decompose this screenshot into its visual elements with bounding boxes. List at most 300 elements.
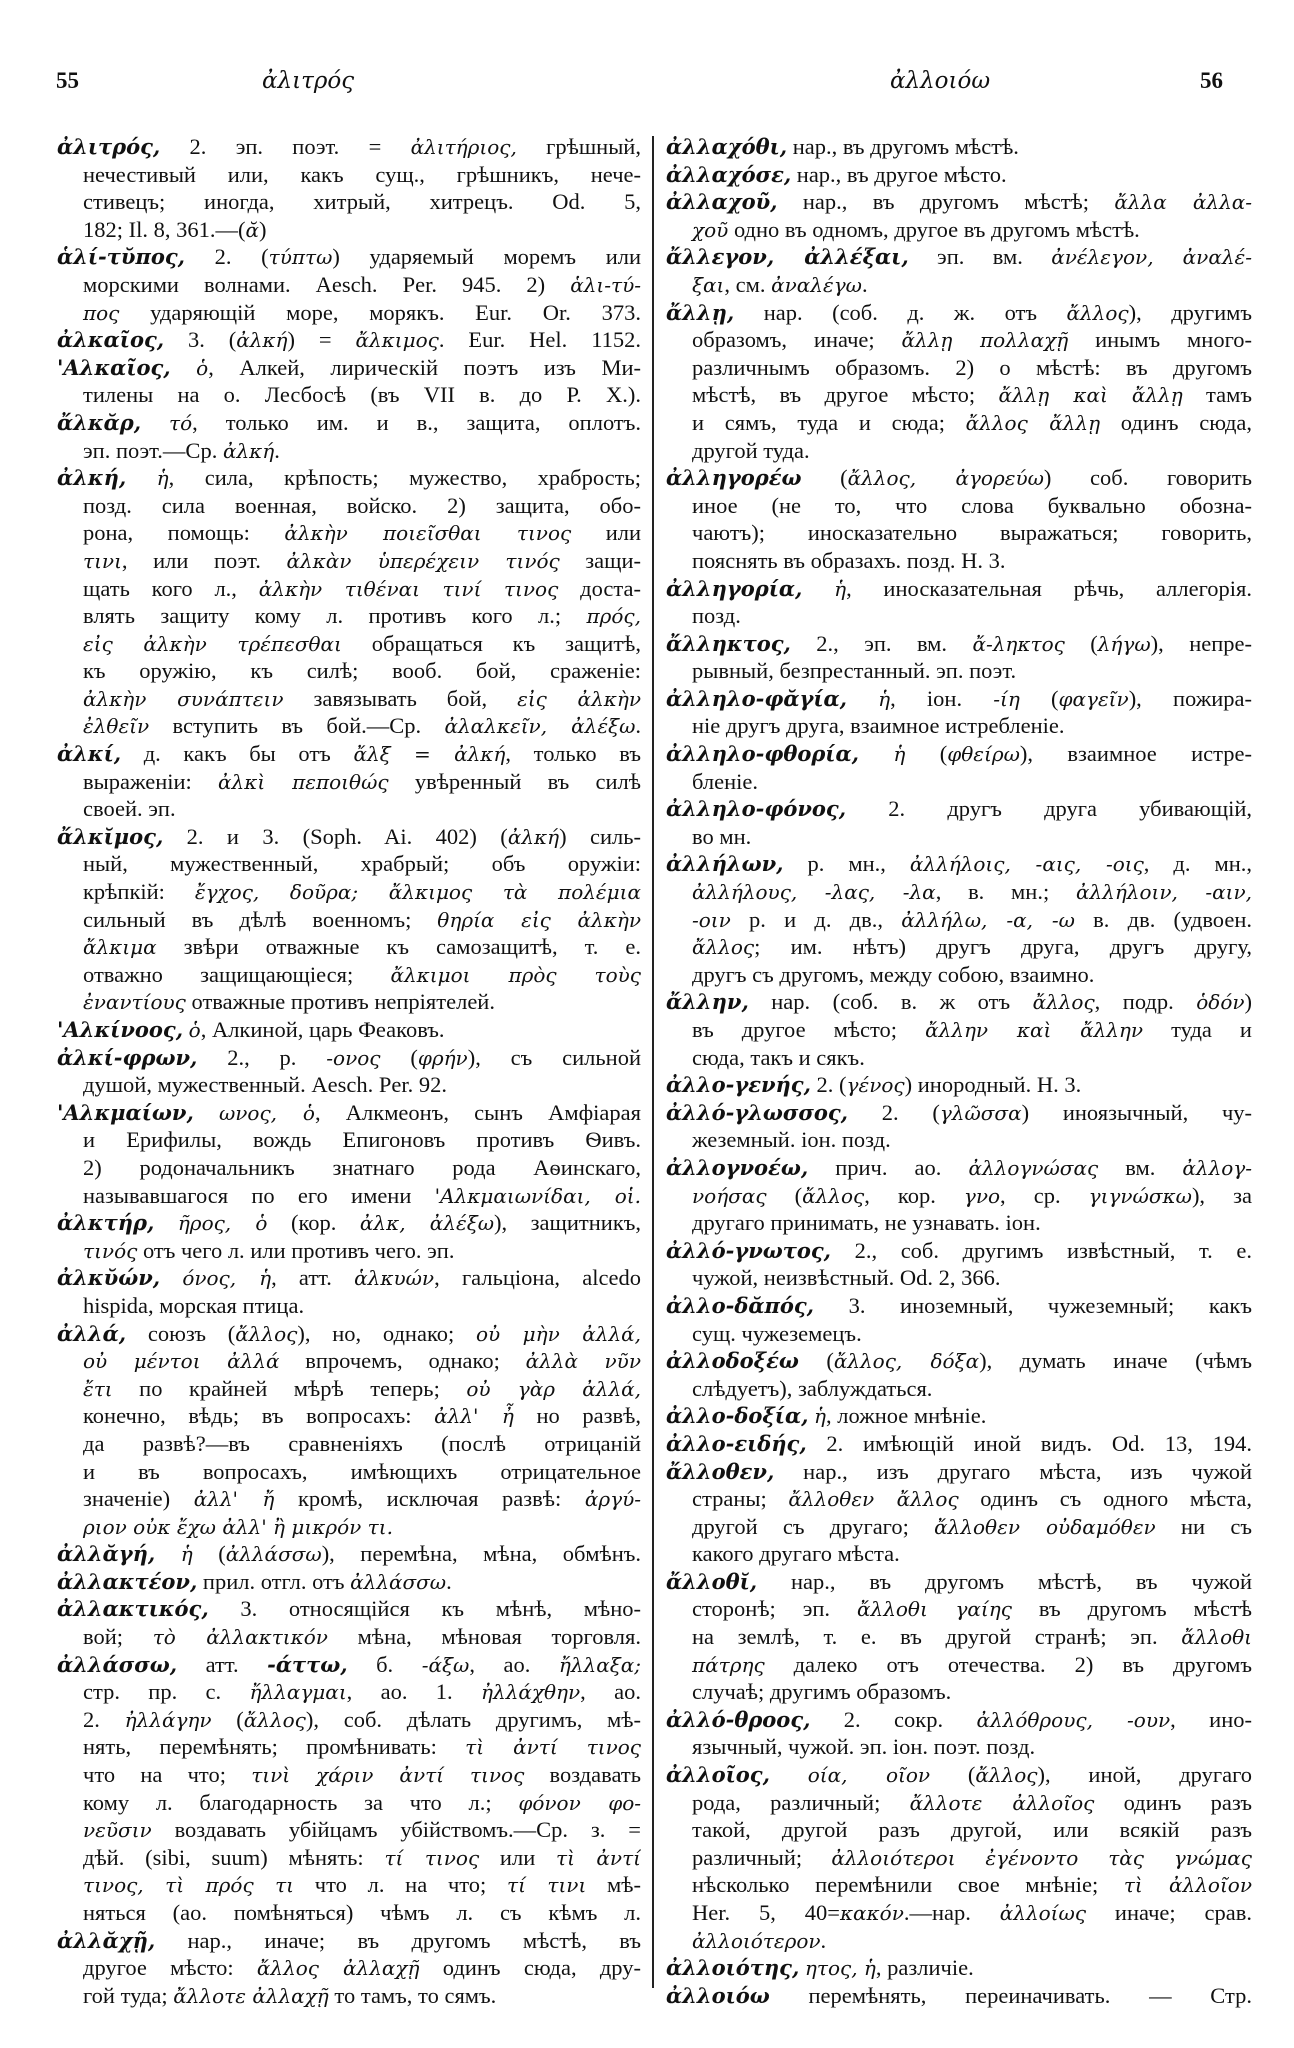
- definition-text: 2.: [83, 1706, 125, 1732]
- greek-text: οὐ μὴν ἀλλά,: [475, 1321, 641, 1346]
- definition-text: (: [930, 1762, 976, 1788]
- greek-text: ἄλλα ἀλλα-: [1114, 190, 1252, 215]
- definition-text: отъ чего л. или противъ чего. эп.: [137, 1237, 455, 1263]
- entry-continuation-line: [57, 1347, 641, 1375]
- definition-text: ), перемѣна, мѣна, обмѣнъ.: [321, 1541, 641, 1567]
- entry-line: [666, 1237, 1252, 1265]
- definition-text: позд.: [692, 603, 741, 629]
- entry-line: [666, 299, 1252, 327]
- entry-continuation-line: [666, 216, 1252, 244]
- definition-text: .: [446, 1568, 452, 1594]
- greek-text: ὁδόν: [1196, 990, 1245, 1015]
- definition-text: , Алкмеонъ, сынъ Амфіарая: [314, 1099, 641, 1125]
- definition-text: ), непре-: [1150, 630, 1252, 656]
- entry-continuation-line: [666, 1789, 1252, 1817]
- definition-text: другое мѣсто:: [83, 1955, 257, 1981]
- greek-text: ἄλλοθεν ἄλλος: [788, 1487, 959, 1512]
- definition-text: (: [1064, 630, 1098, 656]
- definition-text: иное (не то, что слова буквально обозна-: [692, 492, 1252, 518]
- entry-continuation-line: [666, 1513, 1252, 1541]
- entry-continuation-line: [57, 1982, 641, 2010]
- headword: ἀλλήλων,: [666, 851, 784, 877]
- greek-text: ωνος, ὁ: [218, 1100, 315, 1125]
- entry-continuation-line: [57, 547, 641, 575]
- greek-text: ῆρος, ὁ: [177, 1211, 268, 1236]
- entry-line: [666, 1292, 1252, 1320]
- definition-text: ), съ сильной: [467, 1044, 641, 1070]
- definition-text: морскими волнами. Aesch. Per. 945. 2): [83, 271, 571, 297]
- entry-line: [666, 1706, 1252, 1734]
- headword: ἀλλο-ειδής,: [666, 1430, 807, 1456]
- definition-text: то тамъ, то сямъ.: [328, 1982, 497, 2008]
- definition-text: [155, 1541, 181, 1566]
- entry-continuation-line: [666, 602, 1252, 630]
- definition-text: но развѣ,: [513, 1403, 641, 1429]
- greek-text: ἄλλος, ἀγορεύω: [847, 466, 1044, 491]
- definition-text: ) ударяемый моремъ или: [332, 244, 641, 270]
- definition-text: на землѣ, т. е. въ другой странѣ; эп.: [692, 1624, 1182, 1650]
- entry-continuation-line: [57, 216, 641, 244]
- headword: ἀλληλο-φᾰγία,: [666, 685, 847, 711]
- definition-text: тамъ: [1182, 382, 1252, 408]
- entry-continuation-line: [57, 1789, 641, 1817]
- definition-text: и сямъ, туда и сюда;: [692, 409, 966, 435]
- greek-text: ἄλλῃ καὶ ἄλλῃ: [998, 383, 1183, 408]
- greek-text: -ίη: [993, 686, 1020, 711]
- definition-text: крѣпкій:: [83, 879, 195, 905]
- entry-continuation-line: [666, 409, 1252, 437]
- greek-text: τί τινος: [384, 1845, 480, 1870]
- greek-text: ἡ: [180, 1542, 193, 1567]
- entry-line: [666, 1099, 1252, 1127]
- definition-text: кромѣ, исключая развѣ:: [274, 1486, 585, 1512]
- greek-text: ἄλκιμος: [355, 328, 439, 353]
- definition-text: (: [905, 741, 948, 767]
- definition-text: .: [861, 271, 868, 297]
- entry-continuation-line: [57, 685, 641, 713]
- definition-text: слѣдуетъ), заблуждаться.: [692, 1375, 933, 1401]
- greek-text: τό: [169, 410, 193, 435]
- entry-continuation-line: [57, 1430, 641, 1458]
- entry-continuation-line: [666, 1126, 1252, 1154]
- right-guide-word: ἀλλοιόω: [890, 68, 991, 94]
- definition-text: нар., въ другое мѣсто.: [791, 161, 1007, 187]
- definition-text: , различіе.: [875, 1955, 974, 1981]
- definition-text: р. и д. дв.,: [730, 906, 902, 932]
- greek-text: -ονος: [326, 1045, 381, 1070]
- headword: 'Αλκαῖος,: [57, 354, 171, 380]
- definition-text: ): [259, 216, 267, 242]
- entry-continuation-line: [57, 271, 641, 299]
- definition-text: другой съ другаго;: [692, 1513, 935, 1539]
- definition-text: , Алкей, лирическій поэтъ изъ Ми-: [208, 354, 641, 380]
- greek-text: γένος: [846, 1073, 905, 1098]
- definition-text: , кор.: [864, 1182, 964, 1208]
- entry-continuation-line: [57, 1706, 641, 1734]
- definition-text: нять, перемѣнять; промѣнивать:: [83, 1734, 466, 1760]
- entry-continuation-line: [666, 906, 1252, 934]
- definition-text: , подр.: [1094, 989, 1197, 1015]
- definition-text: нар., въ другомъ мѣстѣ;: [777, 189, 1115, 215]
- headword: ἀλληλο-φόνος,: [666, 796, 847, 822]
- headword: ἀλλᾰγή,: [57, 1541, 156, 1567]
- greek-text: ἀλλογνώσας: [968, 1155, 1099, 1180]
- definition-text: перемѣнять, переиначивать. — Стр.: [769, 1982, 1252, 2008]
- entry-continuation-line: [57, 1237, 641, 1265]
- definition-text: , іон.: [890, 685, 994, 711]
- greek-text: εἰς ἀλκὴν τρέπεσθαι: [83, 631, 342, 656]
- definition-text: эп. вм.: [908, 244, 1052, 270]
- definition-text: . Eur. Hel. 1152.: [438, 327, 641, 353]
- greek-text: ἀλλ' ἤ: [193, 1487, 275, 1512]
- definition-text: ) силь-: [559, 823, 641, 849]
- entry-continuation-line: [57, 1458, 641, 1486]
- entry-line: [666, 1982, 1252, 2010]
- greek-text: 'Αλκμαιωνίδαι, οἱ.: [434, 1183, 641, 1208]
- entry-continuation-line: [666, 271, 1252, 299]
- greek-text: ἁλι-τύ-: [570, 272, 641, 297]
- definition-text: нар., въ другомъ мѣстѣ, въ чужой: [757, 1568, 1252, 1594]
- entry-line: [57, 740, 641, 768]
- definition-text: мѣ-: [586, 1872, 641, 1898]
- entry-continuation-line: [57, 1126, 641, 1154]
- entry-continuation-line: [57, 1816, 641, 1844]
- definition-text: , в. мн.;: [935, 879, 1076, 905]
- greek-text: ἤλλαγμαι: [249, 1680, 347, 1705]
- definition-text: различнымъ образомъ. 2) о мѣстѣ: въ другомъ: [692, 354, 1252, 380]
- definition-text: (: [192, 1541, 226, 1567]
- definition-text: ) соб. говорить: [1043, 465, 1252, 491]
- definition-text: 182; Il. 8, 361.—(: [83, 216, 246, 242]
- definition-text: ), думать иначе (чѣмъ: [979, 1348, 1252, 1374]
- headword: ἀλληγορία,: [666, 575, 803, 601]
- entry-line: [57, 1044, 641, 1072]
- headword: ἀλλο-γενής,: [666, 1072, 811, 1098]
- greek-text: ἀλκὴν τιθέναι τινί τινος: [258, 576, 559, 601]
- headword: ἀλκί-φρων,: [57, 1044, 198, 1070]
- entry-continuation-line: [666, 1678, 1252, 1706]
- greek-text: πάτρης: [692, 1652, 765, 1677]
- definition-text: ), но, однако;: [297, 1320, 476, 1346]
- greek-text: ἀλκή: [222, 438, 275, 463]
- definition-text: сущ. чужеземецъ.: [692, 1320, 862, 1346]
- headword: ἀλλαχόσε,: [666, 161, 792, 187]
- entry-continuation-line: [57, 519, 641, 547]
- entry-continuation-line: [666, 1651, 1252, 1679]
- definition-text: одинъ сюда, дру-: [419, 1955, 641, 1981]
- definition-text: отважные противъ непріятелей.: [185, 989, 495, 1015]
- definition-text: , см.: [724, 271, 772, 297]
- entry-line: [666, 1430, 1252, 1458]
- definition-text: 3. иноземный, чужеземный; какъ: [813, 1292, 1252, 1318]
- entry-line: [57, 823, 641, 851]
- definition-text: 2) родоначальникъ знатнаго рода Аѳинскаго,: [83, 1154, 641, 1180]
- definition-text: .: [635, 713, 641, 739]
- greek-text: ἔγχος, δοῦρα; ἄλκιμος τὰ πολέμια: [194, 880, 641, 905]
- greek-text: όνος, ἡ: [182, 1266, 272, 1291]
- entry-continuation-line: [57, 768, 641, 796]
- left-column: [57, 133, 641, 2009]
- headword: ἀλλοδοξέω: [666, 1348, 799, 1374]
- entry-line: [57, 464, 641, 492]
- definition-text: нар. (соб. в. ж отъ: [748, 989, 1033, 1015]
- entry-continuation-line: [666, 1623, 1252, 1651]
- entry-continuation-line: [666, 657, 1252, 685]
- entry-continuation-line: [666, 768, 1252, 796]
- definition-text: .: [274, 437, 280, 463]
- definition-text: 2. эп. поэт. =: [160, 134, 411, 159]
- definition-text: , гальціона, alcedo: [434, 1265, 641, 1291]
- definition-text: д. какъ бы отъ: [121, 741, 354, 767]
- headword: -άττω,: [267, 1651, 348, 1677]
- greek-text: ἀλκή: [507, 824, 560, 849]
- definition-text: [126, 465, 156, 490]
- greek-text: ἤλλαξα;: [558, 1652, 641, 1677]
- entry-line: [666, 850, 1252, 878]
- headword: ἀλλακτέον,: [57, 1568, 198, 1594]
- greek-text: νεῦσιν: [83, 1818, 152, 1843]
- definition-text: эп. поэт.—Ср.: [83, 437, 223, 463]
- greek-text: ἡ: [834, 576, 847, 601]
- definition-text: (кор.: [267, 1210, 360, 1236]
- greek-text: ἄλλοτε ἀλλαχῇ: [173, 1983, 329, 2008]
- greek-text: -άξω: [421, 1652, 470, 1677]
- entry-continuation-line: [666, 1044, 1252, 1072]
- headword: ἄλληκτος,: [666, 630, 791, 656]
- greek-text: ἀλκή: [236, 328, 288, 353]
- definition-text: впрочемъ, однако;: [279, 1348, 526, 1374]
- definition-text: въ другомъ мѣстѣ: [1011, 1596, 1252, 1622]
- entry-continuation-line: [666, 961, 1252, 989]
- entry-continuation-line: [666, 1595, 1252, 1623]
- greek-text: ἄλλος: [802, 1183, 865, 1208]
- entry-continuation-line: [57, 933, 641, 961]
- definition-text: (: [801, 465, 848, 491]
- headword: ἀλλό-γλωσσος,: [666, 1099, 848, 1125]
- entry-continuation-line: [57, 492, 641, 520]
- headword: ἀλλογνοέω,: [666, 1154, 809, 1180]
- entry-line: [666, 1954, 1252, 1982]
- greek-text: ἡ: [814, 1404, 827, 1429]
- entry-line: [666, 575, 1252, 603]
- definition-text: [847, 686, 878, 711]
- definition-text: [194, 1100, 219, 1125]
- definition-text: влять защиту кому л. противъ кого л.;: [83, 603, 587, 629]
- greek-text: ἄλλος, δόξα: [833, 1349, 980, 1374]
- greek-text: ἄλλος: [243, 1707, 306, 1732]
- definition-text: (: [1019, 685, 1059, 711]
- greek-text: ἀλλ' ἦ: [434, 1404, 514, 1429]
- definition-text: в. дв. (удвоен.: [1074, 906, 1252, 932]
- definition-text: 3. относящійся къ мѣнѣ, мѣно-: [208, 1596, 641, 1622]
- definition-text: гой туда;: [83, 1982, 174, 2008]
- greek-text: ἄλλοθεν οὐδαμόθεν: [934, 1514, 1156, 1539]
- entry-line: [666, 1568, 1252, 1596]
- definition-text: [859, 741, 893, 766]
- headword: ἄλλεγον, ἀλλέξαι,: [666, 244, 909, 270]
- definition-text: 3. (: [164, 327, 237, 353]
- entry-line: [57, 354, 641, 382]
- definition-text: , только им. и в., защита, оплотъ.: [192, 409, 641, 435]
- greek-text: ἀλλογ-: [1182, 1155, 1252, 1180]
- entry-continuation-line: [57, 1761, 641, 1789]
- definition-text: [802, 576, 834, 601]
- entry-line: [666, 988, 1252, 1016]
- definition-text: различный;: [692, 1844, 832, 1870]
- definition-text: доста-: [558, 575, 641, 601]
- entry-continuation-line: [57, 1071, 641, 1099]
- entry-continuation-line: [666, 492, 1252, 520]
- greek-text: ἀλλάσσω: [225, 1542, 322, 1567]
- headword: ἀλλοιότης,: [666, 1955, 800, 1981]
- entry-continuation-line: [57, 850, 641, 878]
- definition-text: образомъ, иначе;: [692, 327, 902, 353]
- greek-text: ἡ: [893, 742, 906, 767]
- entry-continuation-line: [666, 326, 1252, 354]
- left-guide-word: ἀλιτρός: [262, 68, 355, 94]
- greek-text: φαγεῖν: [1058, 686, 1129, 711]
- greek-text: ἀλλήλοις, -αις, -οις: [909, 852, 1144, 877]
- greek-text: τὶ ἀλλοῖον: [1123, 1873, 1252, 1898]
- headword: ἀλλοιόω: [666, 1982, 770, 2008]
- definition-text: чаютъ); иносказательно выражаться; говорить,: [692, 520, 1252, 546]
- entry-line: [666, 161, 1252, 189]
- definition-text: сюда, такъ и сякъ.: [692, 1044, 865, 1070]
- headword: ἀλλο-δᾰπός,: [666, 1292, 814, 1318]
- definition-text: ) =: [287, 327, 356, 353]
- definition-text: , только въ: [505, 741, 641, 767]
- definition-text: иначе; срав.: [1086, 1900, 1252, 1925]
- definition-text: нѣсколько перемѣнили свое мнѣніе;: [692, 1872, 1124, 1898]
- headword: ἀλκή,: [57, 465, 127, 491]
- definition-text: ) иноязычный, чу-: [1021, 1099, 1252, 1125]
- definition-text: нар., въ другомъ мѣстѣ.: [787, 134, 1019, 159]
- definition-text: нар. (соб. д. ж. отъ: [734, 299, 1067, 325]
- headword: ἀλλαχοῦ,: [666, 189, 778, 215]
- greek-text: ἀλκὰν ὑπερέχειν τινός: [286, 548, 560, 573]
- entry-continuation-line: [666, 1375, 1252, 1403]
- definition-text: [770, 1762, 808, 1787]
- entry-line: [666, 464, 1252, 492]
- entry-continuation-line: [57, 161, 641, 189]
- headword: ἀλλο-δοξία,: [666, 1403, 809, 1429]
- definition-text: выраженіи:: [83, 768, 219, 794]
- entry-line: [57, 409, 641, 437]
- greek-text: φόνον φο-: [518, 1790, 641, 1815]
- definition-text: рона, помощь:: [83, 520, 285, 546]
- greek-text: τὶ ἀντί: [556, 1845, 641, 1870]
- definition-text: страны;: [692, 1486, 789, 1512]
- definition-text: мѣстѣ, въ другое мѣсто;: [692, 382, 999, 408]
- column-divider: [652, 136, 654, 1988]
- headword: ἀλλαχόθι,: [666, 134, 788, 159]
- greek-text: ριον οὐκ ἔχω ἀλλ' ἢ μικρόν τι.: [83, 1514, 393, 1539]
- definition-text: атт.: [177, 1651, 268, 1677]
- entry-continuation-line: [666, 1927, 1252, 1955]
- headword: ἀλιτρός,: [57, 134, 161, 159]
- definition-text: прил. отгл. отъ: [197, 1568, 351, 1594]
- definition-text: звѣри отважные къ самозащитѣ, т. е.: [156, 934, 641, 960]
- definition-text: .—нар.: [903, 1900, 1000, 1925]
- greek-text: ἐναντίους: [83, 990, 186, 1015]
- greek-text: ἀργύ-: [584, 1487, 641, 1512]
- greek-text: ἀλαλκεῖν, ἀλέξω: [444, 714, 636, 739]
- entry-line: [57, 1540, 641, 1568]
- definition-text: нар., иначе; въ другомъ мѣстѣ, въ: [155, 1927, 641, 1953]
- headword: ἀλλοῖος,: [666, 1762, 770, 1788]
- greek-text: ἀναλέγω: [771, 272, 862, 297]
- entry-continuation-line: [666, 933, 1252, 961]
- headword: ἀλκῠών,: [57, 1265, 161, 1291]
- greek-text: γλῶσσα: [939, 1100, 1022, 1125]
- entry-continuation-line: [666, 1264, 1252, 1292]
- entry-line: [666, 243, 1252, 271]
- greek-text: ἄλλος ἀλλαχῇ: [256, 1956, 420, 1981]
- definition-text: , ао.: [580, 1679, 641, 1705]
- definition-text: мѣна, мѣновая торговля.: [327, 1624, 641, 1650]
- entry-continuation-line: [57, 575, 641, 603]
- definition-text: ) инородный. Н. 3.: [904, 1072, 1082, 1098]
- greek-text: ἄλλῃ πολλαχῇ: [901, 328, 1069, 353]
- greek-text: πος: [83, 300, 120, 325]
- definition-text: ный, мужественный, храбрый; объ оружіи:: [83, 851, 641, 877]
- entry-line: [666, 1071, 1252, 1099]
- entry-continuation-line: [57, 188, 641, 216]
- definition-text: (: [380, 1044, 418, 1070]
- definition-text: ), соб. дѣлать другимъ, мѣ-: [305, 1706, 641, 1732]
- entry-line: [666, 1154, 1252, 1182]
- entry-line: [57, 133, 641, 161]
- definition-text: или: [571, 520, 641, 546]
- headword: ἄλλοθεν,: [666, 1458, 775, 1484]
- entry-continuation-line: [666, 878, 1252, 906]
- greek-text: ητος, ἡ: [804, 1956, 876, 1981]
- entry-line: [57, 1568, 641, 1596]
- entry-line: [666, 1458, 1252, 1486]
- entry-line: [57, 1595, 641, 1623]
- entry-continuation-line: [57, 988, 641, 1016]
- greek-text: ὁ: [196, 355, 209, 380]
- definition-text: 2. (: [184, 244, 269, 270]
- definition-text: туда и: [1143, 1017, 1252, 1042]
- entry-continuation-line: [57, 906, 641, 934]
- definition-text: няться (ао. помѣняться) чѣмъ л. съ кѣмъ л.: [83, 1900, 641, 1925]
- definition-text: бленіе.: [692, 768, 759, 794]
- definition-text: такой, другой разъ другой, или всякій разъ: [692, 1817, 1252, 1843]
- definition-text: другаго принимать, не узнавать. іон.: [692, 1210, 1041, 1236]
- definition-text: ударяющій море, морякъ. Eur. Or. 373.: [119, 299, 641, 325]
- definition-text: своей. эп.: [83, 796, 176, 822]
- greek-text: θηρία εἰς ἀλκὴν: [437, 907, 641, 932]
- entry-line: [57, 1209, 641, 1237]
- definition-text: чужой, неизвѣстный. Od. 2, 366.: [692, 1265, 1001, 1291]
- entry-continuation-line: [57, 657, 641, 685]
- definition-text: инымъ много-: [1068, 327, 1252, 353]
- greek-text: ἀλλήλω, -α, -ω: [901, 907, 1075, 932]
- greek-text: ἄλλοτε ἀλλοῖος: [909, 1790, 1095, 1815]
- definition-text: 2. имѣющій иной видъ. Od. 13, 194.: [806, 1430, 1252, 1456]
- definition-text: 2., соб. другимъ извѣстный, т. е.: [831, 1237, 1252, 1263]
- definition-text: р. мн.,: [783, 851, 910, 877]
- headword: ἄλλην,: [666, 989, 749, 1015]
- definition-text: , ао.: [469, 1651, 559, 1677]
- entry-continuation-line: [57, 1402, 641, 1430]
- entry-continuation-line: [57, 1154, 641, 1182]
- definition-text: рода, различный;: [692, 1789, 910, 1815]
- entry-continuation-line: [666, 1540, 1252, 1568]
- headword: ἄλκᾰρ,: [57, 409, 142, 435]
- entry-continuation-line: [57, 1485, 641, 1513]
